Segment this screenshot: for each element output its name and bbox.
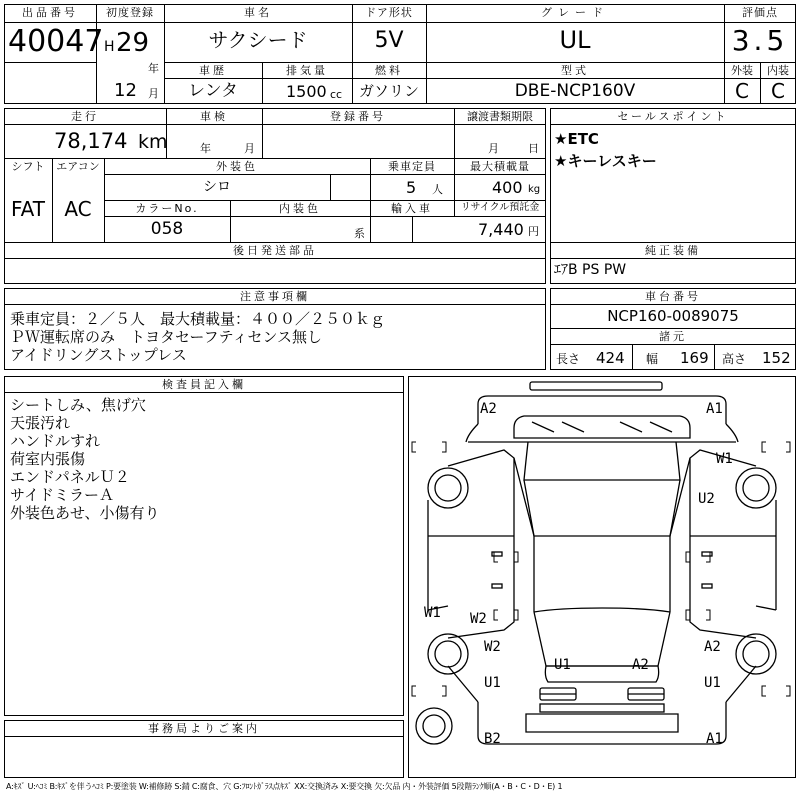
note-line: ＰＷ運転席のみ トヨタセーフティセンス無し bbox=[10, 328, 323, 346]
mark-a1-front-right: A1 bbox=[706, 401, 723, 417]
score: 3.5 bbox=[731, 24, 789, 57]
capacity: 5 bbox=[406, 178, 417, 197]
fuel: ガソリン bbox=[358, 82, 419, 100]
interior-color-label: 内装色 bbox=[279, 202, 321, 215]
model-code: DBE-NCP160V bbox=[514, 81, 636, 101]
mark-w1-right-fender: W1 bbox=[716, 451, 733, 467]
length-label: 長さ bbox=[556, 352, 581, 366]
mark-a2-rear-center: A2 bbox=[632, 657, 649, 673]
color-number: 058 bbox=[150, 219, 184, 239]
height: 152 bbox=[762, 349, 791, 367]
mark-w2-left-b: W2 bbox=[484, 639, 501, 655]
inspector-line: サイドミラーＡ bbox=[10, 486, 114, 504]
fuel-label: 燃料 bbox=[375, 64, 403, 77]
exterior-color: シロ bbox=[203, 179, 231, 195]
mark-u2-right-door: U2 bbox=[698, 491, 715, 507]
later-parts-label: 後日発送部品 bbox=[233, 244, 317, 257]
exterior-color-label: 外装色 bbox=[216, 160, 258, 173]
sales-points-label: セールスポイント bbox=[617, 110, 729, 123]
sales-point: ★キーレスキー bbox=[554, 152, 657, 170]
note-line: アイドリングストップレス bbox=[10, 346, 187, 364]
width: 169 bbox=[680, 349, 709, 367]
car-name: サクシード bbox=[208, 28, 308, 52]
exterior-label: 外装 bbox=[731, 64, 753, 77]
lot-label: 出品番号 bbox=[22, 6, 78, 19]
plate-label: 登録番号 bbox=[330, 110, 386, 123]
mark-w1-left-quarter: W1 bbox=[424, 605, 441, 621]
registration-year: 29 bbox=[116, 28, 150, 58]
mark-b2-rear-left: B2 bbox=[484, 731, 501, 747]
car-name-label: 車名 bbox=[244, 6, 272, 19]
car-outline bbox=[408, 376, 796, 778]
inspector-line: 外装色あせ、小傷有り bbox=[10, 504, 160, 522]
legend: A:ｷｽﾞ U:ﾍｺﾐ B:ｷｽﾞを伴うﾍｺﾐ P:要塗装 W:補修跡 S:錆 C:腐食、穴 G:ﾌﾛﾝﾄｶﾞﾗｽ点ｷｽﾞ XX:交換済み X:要交換 欠:欠品 内・外装評価 5段階ﾗﾝｸ順(A・B・C・D・E) 1 bbox=[6, 782, 563, 791]
inspector-line: 天張汚れ bbox=[10, 414, 71, 432]
mark-a1-rear-right: A1 bbox=[706, 731, 723, 747]
inspector-line: ハンドルすれ bbox=[10, 432, 101, 450]
aircon-label: エアコン bbox=[56, 160, 100, 173]
era: H bbox=[104, 39, 115, 55]
capacity-label: 乗車定員 bbox=[388, 160, 436, 173]
exterior-grade: C bbox=[735, 79, 749, 103]
max-load-label: 最大積載量 bbox=[470, 160, 530, 173]
note-line: 乗車定員：２／５人 最大積載量：４００／２５０ｋｇ bbox=[10, 310, 386, 328]
inspector-line: シートしみ、焦げ穴 bbox=[10, 396, 146, 414]
length: 424 bbox=[596, 349, 625, 367]
displacement-unit: cc bbox=[330, 88, 343, 101]
capacity-unit: 人 bbox=[432, 183, 443, 196]
score-label: 評価点 bbox=[742, 6, 778, 19]
mileage-unit: km bbox=[138, 131, 168, 153]
notes-label: 注意事項欄 bbox=[240, 290, 310, 303]
grade-label: グレード bbox=[541, 6, 609, 19]
equipment: ｴｱB PS PW bbox=[554, 262, 627, 278]
inspection-label: 車検 bbox=[200, 110, 228, 123]
recycle-label: リサイクル預託金 bbox=[460, 202, 540, 213]
max-load: 400 bbox=[492, 178, 523, 197]
inspector-label: 検査員記入欄 bbox=[162, 378, 246, 391]
registration-label: 初度登録 bbox=[106, 6, 154, 19]
inspection-year-unit: 年 bbox=[200, 142, 211, 155]
sales-point: ★ETC bbox=[554, 130, 599, 148]
transfer-label: 譲渡書類期限 bbox=[467, 110, 533, 123]
inspector-line: 荷室内張傷 bbox=[10, 450, 86, 468]
aircon: AC bbox=[64, 197, 92, 221]
width-label: 幅 bbox=[646, 352, 659, 366]
chassis-label: 車台番号 bbox=[645, 290, 701, 303]
office-label: 事務局よりご案内 bbox=[148, 722, 260, 735]
mileage: 78,174 bbox=[54, 129, 128, 153]
inspection-month-unit: 月 bbox=[244, 142, 255, 155]
mark-a2-front-left: A2 bbox=[480, 401, 497, 417]
history: レンタ bbox=[188, 81, 238, 101]
door-label: ドア形状 bbox=[365, 6, 413, 19]
inspector-line: エンドパネルＵ２ bbox=[10, 468, 130, 486]
transfer-month-unit: 月 bbox=[488, 142, 499, 155]
interior-grade: C bbox=[771, 79, 785, 103]
color-number-label: カラーNo. bbox=[135, 202, 199, 215]
interior-label: 内装 bbox=[767, 64, 789, 77]
door-type: 5V bbox=[374, 28, 404, 53]
mileage-label: 走行 bbox=[71, 110, 99, 123]
transfer-day-unit: 日 bbox=[528, 142, 539, 155]
mark-u1-rear-center: U1 bbox=[554, 657, 571, 673]
mark-a2-right-rear: A2 bbox=[704, 639, 721, 655]
recycle-fee: 7,440 bbox=[478, 220, 524, 239]
year-unit: 年 bbox=[148, 62, 159, 75]
chassis-number: NCP160-0089075 bbox=[607, 307, 739, 325]
displacement-label: 排気量 bbox=[286, 64, 328, 77]
model-label: 型式 bbox=[561, 64, 589, 77]
equipment-label: 純正装備 bbox=[645, 244, 701, 257]
history-label: 車歴 bbox=[199, 64, 227, 77]
shift: FAT bbox=[10, 197, 45, 221]
registration-month: 12 bbox=[114, 80, 137, 101]
shift-label: シフト bbox=[11, 160, 45, 173]
month-unit: 月 bbox=[148, 87, 159, 100]
mark-u1-left-rear: U1 bbox=[484, 675, 501, 691]
mark-w2-left-a: W2 bbox=[470, 611, 487, 627]
import-label: 輸入車 bbox=[391, 202, 433, 215]
interior-color-unit: 系 bbox=[354, 227, 365, 240]
mark-u1-right-rear: U1 bbox=[704, 675, 721, 691]
displacement: 1500 bbox=[286, 82, 327, 101]
lot-number: 40047 bbox=[8, 24, 104, 59]
max-load-unit: kg bbox=[528, 184, 541, 195]
height-label: 高さ bbox=[722, 352, 747, 366]
dimensions-label: 諸元 bbox=[659, 330, 687, 343]
grade: UL bbox=[559, 26, 591, 54]
recycle-unit: 円 bbox=[528, 225, 539, 238]
